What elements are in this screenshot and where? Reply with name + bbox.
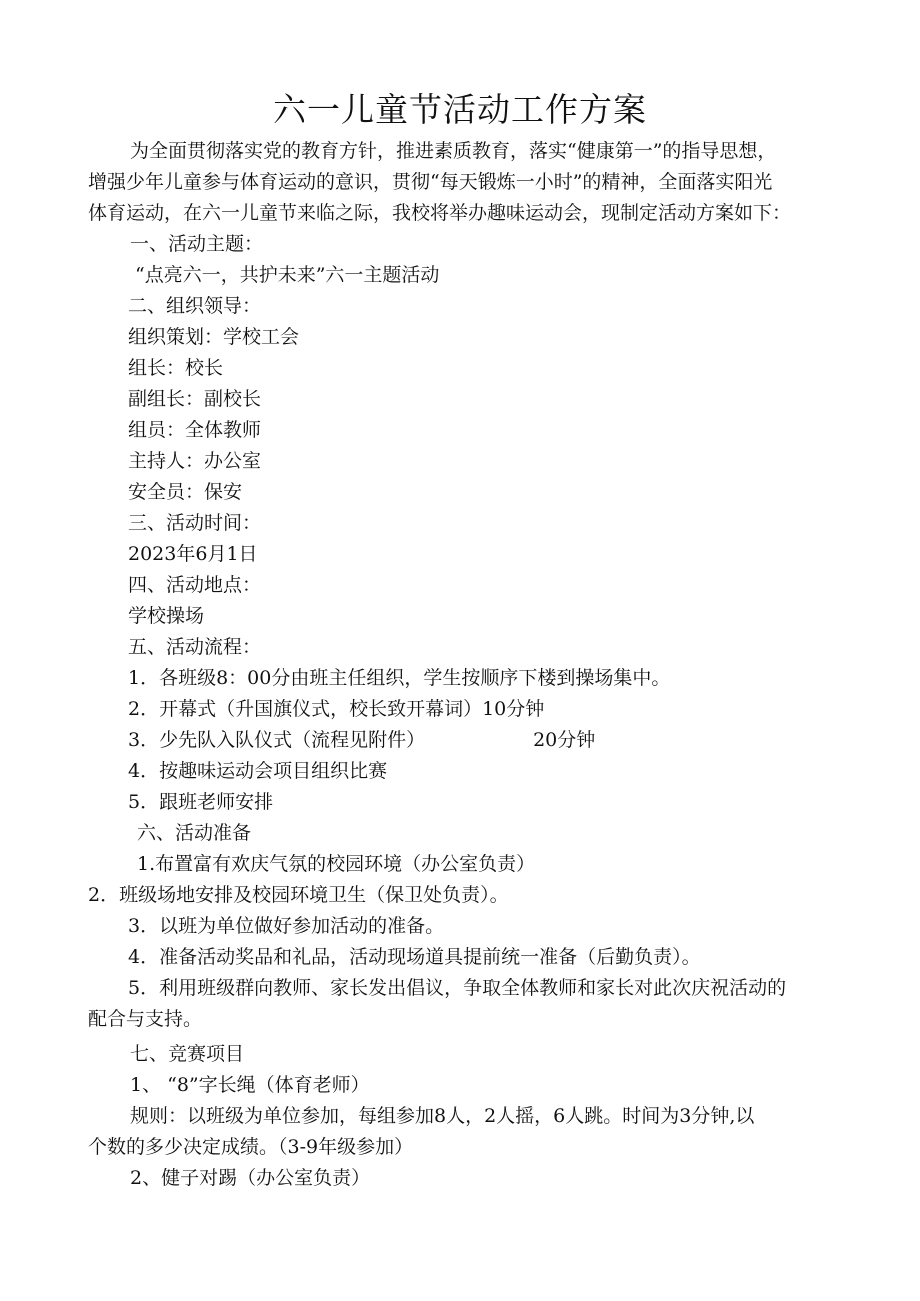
org-item-members: 组员：全体教师	[128, 419, 262, 441]
section1-heading: 一、活动主题：	[130, 233, 264, 255]
flow-item-2: 2．开幕式（升国旗仪式，校长致开幕词）10分钟	[128, 698, 545, 720]
flow-item-4: 4．按趣味运动会项目组织比赛	[128, 760, 388, 782]
intro-line-2: 增强少年儿童参与体育运动的意识，贯彻“每天锻炼一小时”的精神，全面落实阳光	[88, 171, 773, 193]
section5-heading: 五、活动流程：	[128, 636, 262, 658]
document-title: 六一儿童节活动工作方案	[273, 90, 647, 129]
flow-item-5: 5．跟班老师安排	[128, 791, 274, 813]
prep-item-5-line-2: 配合与支持。	[88, 1008, 203, 1030]
section2-heading: 二、组织领导：	[128, 295, 262, 317]
intro-line-1: 为全面贯彻落实党的教育方针，推进素质教育，落实“健康第一”的指导思想，	[130, 140, 777, 162]
org-item-host: 主持人：办公室	[128, 450, 262, 472]
prep-item-4: 4．准备活动奖品和礼品，活动现场道具提前统一准备（后勤负责）。	[128, 946, 701, 968]
section7-heading: 七、竞赛项目	[130, 1043, 245, 1065]
section6-heading: 六、活动准备	[137, 822, 252, 844]
contest-item-1-rule-line-2: 个数的多少决定成绩。（3-9年级参加）	[88, 1136, 414, 1158]
contest-item-1-rule-line-1: 规则：以班级为单位参加，每组参加8人，2人摇，6人跳。时间为3分钟,以	[130, 1105, 755, 1127]
section4-heading: 四、活动地点：	[128, 574, 262, 596]
org-item-leader: 组长：校长	[128, 357, 224, 379]
prep-item-1: 1.布置富有欢庆气氛的校园环境（办公室负责）	[137, 853, 536, 875]
org-item-security: 安全员：保安	[128, 481, 243, 503]
section3-content: 2023年6月1日	[128, 543, 258, 565]
prep-item-5-line-1: 5．利用班级群向教师、家长发出倡议，争取全体教师和家长对此次庆祝活动的	[128, 977, 787, 999]
org-item-planner: 组织策划：学校工会	[128, 326, 300, 348]
prep-item-3: 3．以班为单位做好参加活动的准备。	[128, 915, 445, 937]
flow-item-3-text: 3．少先队入队仪式（流程见附件）	[128, 729, 426, 751]
flow-item-1: 1．各班级8：00分由班主任组织，学生按顺序下楼到操场集中。	[128, 667, 671, 689]
section3-heading: 三、活动时间：	[128, 512, 262, 534]
flow-item-3-time: 20分钟	[533, 729, 596, 751]
section1-content: “点亮六一，共护未来”六一主题活动	[135, 264, 440, 286]
prep-item-2: 2．班级场地安排及校园环境卫生（保卫处负责）。	[88, 884, 509, 906]
contest-item-1-title: 1、 “8”字长绳（体育老师）	[130, 1074, 370, 1096]
org-item-deputy: 副组长：副校长	[128, 388, 262, 410]
section4-content: 学校操场	[128, 605, 205, 627]
flow-item-3	[128, 725, 595, 756]
intro-line-3: 体育运动，在六一儿童节来临之际，我校将举办趣味运动会，现制定活动方案如下：	[88, 202, 792, 224]
contest-item-2-title: 2、健子对踢（办公室负责）	[130, 1167, 371, 1189]
